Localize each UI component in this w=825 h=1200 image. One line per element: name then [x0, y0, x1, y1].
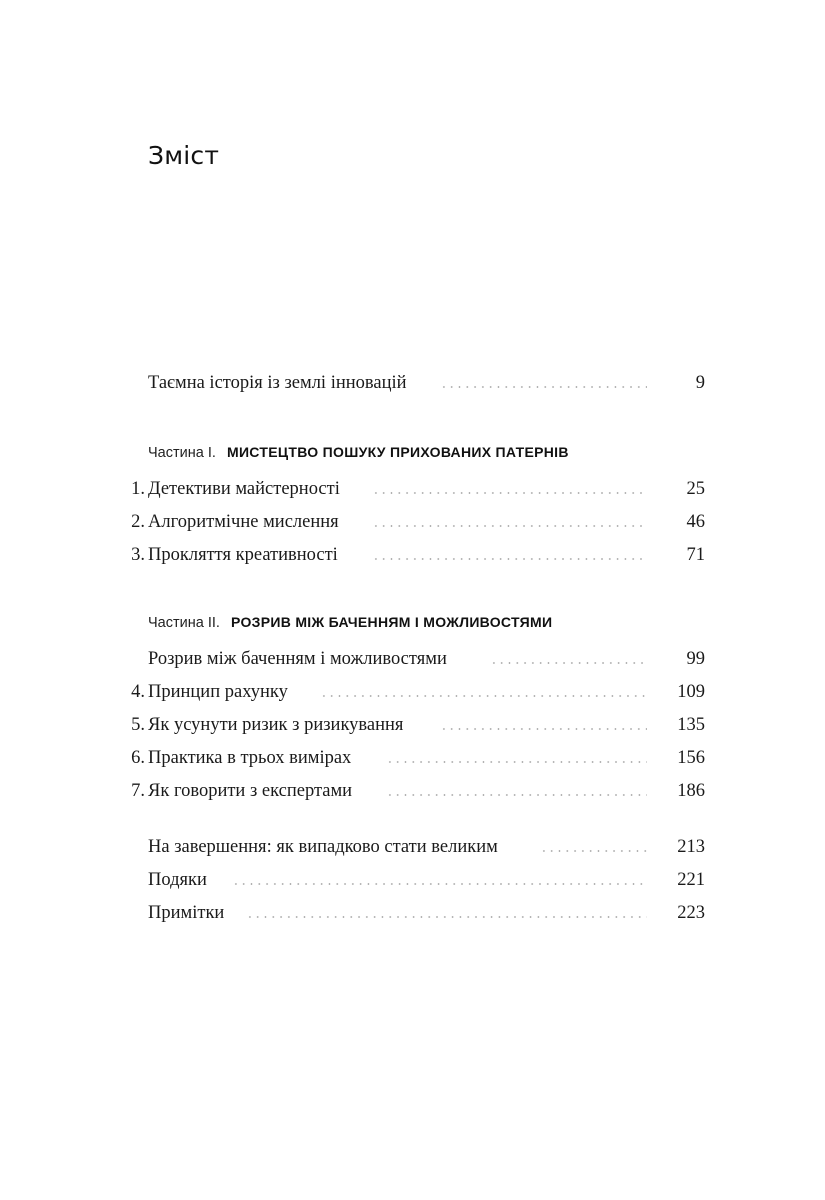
dot-leader — [372, 525, 647, 527]
chapter-number: 4. — [131, 682, 145, 702]
toc-entry-label: Розрив між баченням і можливостями — [148, 649, 447, 669]
dot-leader — [232, 883, 647, 885]
toc-entry-page: 46 — [686, 512, 705, 532]
toc-entry-page: 109 — [677, 682, 705, 702]
dot-leader — [320, 695, 647, 697]
toc-entry-intro[interactable] — [0, 373, 825, 399]
toc-entry-label: Як говорити з експертами — [148, 781, 353, 801]
toc-entry[interactable] — [0, 545, 825, 571]
part-title: МИСТЕЦТВО ПОШУКУ ПРИХОВАНИХ ПАТЕРНІВ — [226, 444, 569, 460]
toc-entry-back-matter[interactable] — [0, 903, 825, 929]
toc-entry-page: 135 — [677, 715, 705, 735]
toc-entry-page: 186 — [677, 781, 705, 801]
dot-leader — [540, 850, 647, 852]
toc-entry-page: 221 — [677, 870, 705, 890]
toc-entry-back-matter[interactable] — [0, 837, 825, 863]
toc-entry-label: Детективи майстерності — [148, 479, 340, 499]
toc-entry-label: Примітки — [148, 903, 225, 923]
dot-leader — [386, 761, 647, 763]
toc-entry-label: Алгоритмічне мислення — [148, 512, 339, 532]
toc-entry-label: Прокляття креативності — [148, 545, 338, 565]
dot-leader — [386, 794, 647, 796]
dot-leader — [372, 492, 647, 494]
page-title: Зміст — [148, 140, 220, 170]
toc-entry[interactable] — [0, 748, 825, 774]
toc-entry[interactable] — [0, 781, 825, 807]
dot-leader — [440, 728, 647, 730]
chapter-number: 6. — [131, 748, 145, 768]
chapter-number: 3. — [131, 545, 145, 565]
toc-entry-page: 223 — [677, 903, 705, 923]
dot-leader — [440, 386, 647, 388]
chapter-number: 5. — [131, 715, 145, 735]
toc-entry-page: 213 — [677, 837, 705, 857]
toc-entry[interactable] — [0, 715, 825, 741]
dot-leader — [246, 916, 647, 918]
toc-entry-label: На завершення: як випадково стати великим — [148, 837, 498, 857]
part-prefix: Частина I. — [148, 445, 216, 461]
toc-entry-back-matter[interactable] — [0, 870, 825, 896]
part-prefix: Частина II. — [148, 615, 220, 631]
toc-entry[interactable] — [0, 649, 825, 675]
part-heading-1 — [148, 442, 569, 466]
toc-entry-label: Принцип рахунку — [148, 682, 288, 702]
dot-leader — [490, 662, 647, 664]
toc-entry-page: 156 — [677, 748, 705, 768]
toc-entry-label: Практика в трьох вимірах — [148, 748, 352, 768]
toc-entry-label: Як усунути ризик з ризикування — [148, 715, 404, 735]
toc-entry-page: 71 — [686, 545, 705, 565]
toc-entry-page: 99 — [686, 649, 705, 669]
toc-entry[interactable] — [0, 682, 825, 708]
chapter-number: 1. — [131, 479, 145, 499]
chapter-number: 2. — [131, 512, 145, 532]
toc-entry[interactable] — [0, 512, 825, 538]
toc-entry-page: 9 — [695, 373, 705, 393]
part-title: РОЗРИВ МІЖ БАЧЕННЯМ І МОЖЛИВОСТЯМИ — [231, 614, 553, 630]
toc-entry[interactable] — [0, 479, 825, 505]
chapter-number: 7. — [131, 781, 145, 801]
dot-leader — [372, 558, 647, 560]
toc-entry-label: Подяки — [148, 870, 207, 890]
toc-entry-label: Таємна історія із землі інновацій — [148, 373, 407, 393]
part-heading-2 — [148, 612, 552, 636]
toc-entry-page: 25 — [686, 479, 705, 499]
